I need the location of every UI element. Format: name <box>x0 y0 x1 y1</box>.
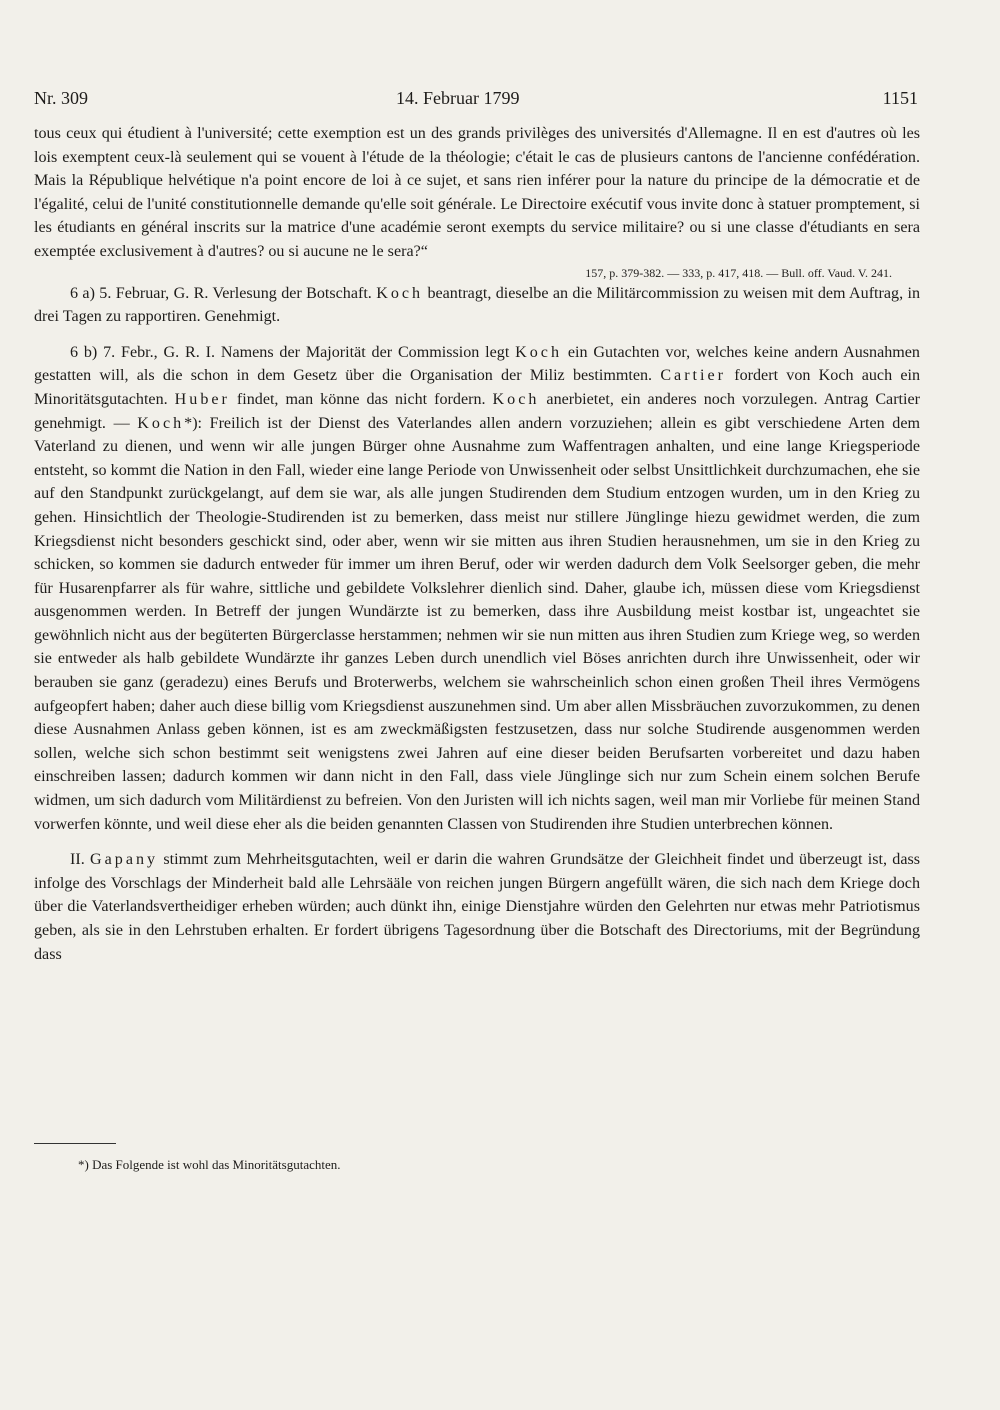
paragraph-6b <box>34 341 920 836</box>
page-header <box>34 88 918 114</box>
speaker-huber: Huber <box>174 390 230 408</box>
footnote: *) Das Folgende ist wohl das Minoritätsgutachten. <box>78 1157 341 1172</box>
paragraph-french-message: tous ceux qui étudient à l'université; cette exemption est un des grands privilèges des universités d'Allemagne. Il en est d'autres où les lois exemptent ceux-là seulement qui se vouent à l'étude de la théologie; c'était le cas de plusieurs cantons de l'ancienne confédération. Mais la République helvétique n'a point encore de loi à ce sujet, et sans rien inférer pour la nature du principe de la démocratie et de l'égalité, celui de l'unité constitutionnelle demande qu'elle soit générale. Le Directoire exécutif vous invite donc à statuer promptement, si les étudiants en général inscrits sur la matrice d'une académie seront exempts du service militaire? ou si une classe d'étudiants en sera exemptée exclusivement à d'autres? ou si aucune ne le sera?“ <box>34 125 920 260</box>
paragraph-6b-s5: anerbietet, ein anderes noch vorzulegen. Antrag Cartier genehmigt. — <box>34 390 920 432</box>
paragraph-6b-s1: 6 b) 7. Febr., G. R. I. Namens der Majorität der Commission legt <box>70 343 510 361</box>
page-number: 1151 <box>882 88 918 108</box>
paragraph-gap <box>34 836 920 848</box>
paragraph-6b-s4: findet, man könne das nicht fordern. <box>236 390 486 408</box>
speaker-koch: Koch <box>376 284 424 302</box>
paragraph-6a-post: beantragt, dieselbe an die Militärcommission zu weisen mit dem Auftrag, in drei Tagen zu rapportiren. Genehmigt. <box>34 284 920 326</box>
paragraph-6b-s6: *): Freilich ist der Dienst des Vaterlandes allen andern vorzuziehen; allein es gibt verschiedene Arten dem Vaterland zu dienen, und wenn wir alle jungen Bürger ohne Ausnahme zum Waffentragen anhalten, und eine lange Kriegsperiode entsteht, so kommt die Nation in den Fall, wieder eine lange Periode von Unwissenheit oder selbst Unsittlichkeit durchzumachen, ehe sie auf den Standpunkt zurückgelangt, auf dem sie war, als alle jungen Studirenden dem Studium entzogen wurden, um in den Krieg zu gehen. Hinsichtlich der Theologie-Studirenden ist zu bemerken, dass meist nur stillere Jünglinge hiezu gewidmet werden, die zum Kriegsdienst nicht besonders geschickt sind, oder aber, wenn wir sie mitten aus ihren Studien herausnehmen, um sie in den Krieg zu schicken, so kommen sie dadurch entweder für immer um ihren Beruf, oder wir werden dadurch dem Volk Seelsorger geben, die mehr für Husarenpfarrer als für wahre, sittliche und gebildete Volkslehrer dienlich sind. Daher, glaube ich, müssen diese vom Kriegsdienst ausgenommen werden. In Betreff der jungen Wundärzte ist zu bemerken, dass ihre Ausbildung meist kostbar ist, ungeachtet sie gewöhnlich nicht aus der begüterten Bürgerclasse herstammen; nehmen wir sie nun mitten aus ihren Studien zum Kriege weg, so werden sie entweder als halb gebildete Wundärzte ihr ganzes Leben durch unendlich viel Böses anrichten durch ihre Unwissenheit, oder wir berauben sie ganz (geradezu) eines Berufs und Broterwerbs, welchem sie wahrscheinlich schon einen großen Theil ihres Vermögens aufgeopfert haben; daher auch diese billig vom Kriegsdienst auszunehmen sind. Um aber allen Missbräuchen zuvorzukommen, zu denen diese Ausnahmen Anlass geben können, ist es am zweckmäßigsten festzusetzen, dass nur solche Studirende ausgenommen werden sollen, welche sich schon bestimmt seit wenigstens zwei Jahren auf eine dieser beiden Berufsarten vorbereitet und dazu haben einschreiben lassen; dadurch kommen wir dann nicht in den Fall, dass viele Jünglinge sich nur zum Schein einem solchen Berufe widmen, um sich dadurch vom Militärdienst zu befreien. Von den Juristen will ich nichts sagen, weil man mir Vorliebe für meinen Stand vorwerfen könnte, und weil diese eher als die beiden genannten Classen von Studirenden ihre Studien unterbrechen können. <box>34 414 920 833</box>
source-reference: 157, p. 379-382. — 333, p. 417, 418. — Bull. off. Vaud. V. 241. <box>585 265 892 280</box>
paragraph-6b-s3: fordert von Koch auch ein Minoritätsgutachten. <box>34 367 921 408</box>
speaker-koch: Koch <box>515 343 562 361</box>
paragraph-6a-pre: 6 a) 5. Februar, G. R. Verlesung der Botschaft. <box>70 284 372 302</box>
document-number: Nr. 309 <box>34 88 88 108</box>
paragraph-6b-s2: ein Gutachten vor, welches keine andern Ausnahmen gestatten will, als die schon in dem Gesetz über die Organisation der Miliz bestimmten. <box>34 343 920 385</box>
speaker-cartier: Cartier <box>660 367 726 385</box>
paragraph-gap <box>34 329 920 341</box>
paragraph-II-post: stimmt zum Mehrheitsgutachten, weil er darin die wahren Grundsätze der Gleichheit findet und überzeugt ist, dass infolge des Vorschlags der Minderheit bald alle Lehrsääle von reichen jungen Bürgern angefüllt wären, die sich nach dem Kriege doch über die Vaterlandsvertheidiger erheben würden; auch dünkt ihn, einige Dienstjahre würden den Gelehrten nur etwas mehr Patriotismus geben, als sie in den Lehrstuben erhalten. Er fordert übrigens Tagesordnung über die Botschaft des Directoriums, mit der Begründung dass <box>34 851 920 963</box>
document-date: 14. Februar 1799 <box>396 88 520 108</box>
speaker-koch: Koch <box>492 390 540 408</box>
main-text <box>34 122 920 966</box>
paragraph-6a <box>34 282 920 329</box>
speaker-koch: Koch <box>137 414 185 432</box>
paragraph-II <box>34 848 920 966</box>
footnote-rule <box>34 1143 116 1144</box>
paragraph-II-pre: II. <box>70 851 85 869</box>
speaker-gapany: Gapany <box>90 851 159 869</box>
